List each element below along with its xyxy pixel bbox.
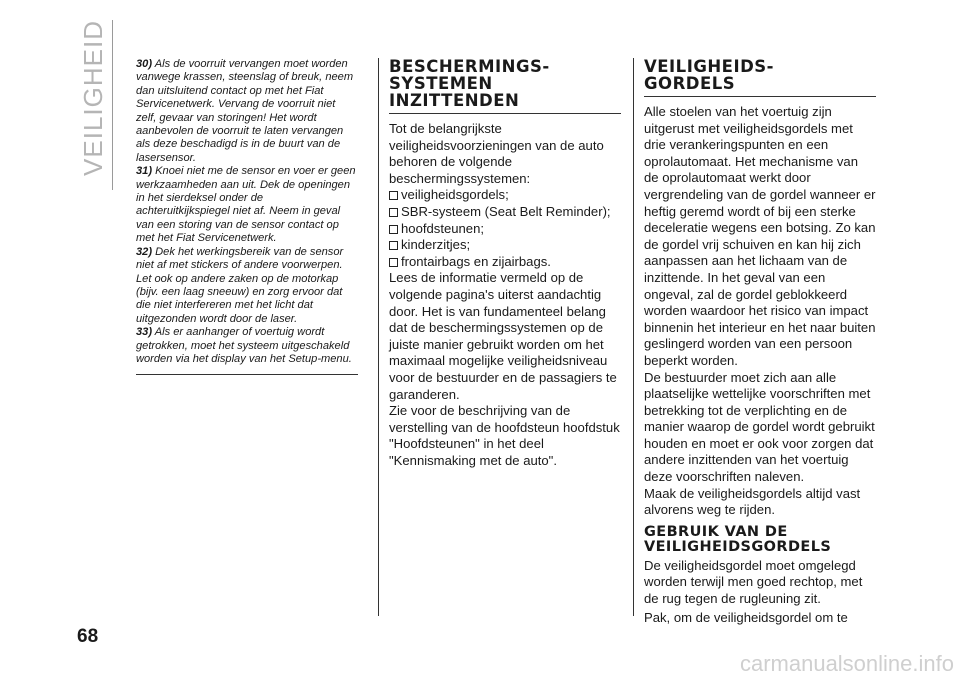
subheading — [644, 525, 876, 556]
heading-line: SYSTEMEN — [389, 74, 493, 93]
checkbox-bullet-icon — [389, 225, 398, 234]
list-item-text: veiligheidsgordels; — [401, 187, 509, 203]
note-31 — [136, 165, 358, 245]
notes-column — [136, 58, 358, 375]
checkbox-bullet-icon — [389, 258, 398, 267]
notes-end-rule — [136, 366, 358, 375]
heading-rule — [644, 96, 876, 97]
body-paragraph: De bestuurder moet zich aan alle plaatselijke wettelijke voorschriften met betrekking tot de verplichting en de manier waarop de gordel wordt gebruikt houden en moet er ook voor zorgen dat andere inzittenden van het voertuig deze voorschriften naleven. — [644, 369, 875, 485]
body-paragraph: De veiligheidsgordel moet omgelegd worden terwijl men goed rechtop, met de rug tegen de rugleuning zit. — [644, 557, 863, 607]
list-item — [389, 204, 621, 221]
heading-line: VEILIGHEIDS- — [644, 57, 775, 76]
note-number: 30) — [136, 58, 153, 70]
list-item — [389, 254, 621, 271]
section-tab — [78, 20, 108, 190]
list-item-text: frontairbags en zijairbags. — [401, 253, 551, 269]
checkbox-bullet-icon — [389, 208, 398, 217]
heading-line: GORDELS — [644, 74, 736, 93]
list-item — [389, 221, 621, 238]
note-number: 31) — [136, 165, 153, 178]
list-item-text: SBR-systeem (Seat Belt Reminder); — [401, 203, 611, 219]
note-text: Als de voorruit vervangen moet worden vanwege krassen, steenslag of breuk, neem dan uitsluitend contact op met het Fiat Servicenetwerk. Vervang de voorruit niet zelf, gevaar van storingen! Het wordt aanbevolen de voorruit te laten vervangen als deze beschadigd is in de buurt van de lasersensor. — [136, 58, 354, 164]
body-paragraph: Alle stoelen van het voertuig zijn uitgerust met veiligheidsgordels met drie verankeringspunten en een oprolautomaat. Het mechanisme van de oprolautomaat werkt door vergrendeling van de gordel wanneer er heftig geremd wordt of bij een sterke deceleratie wegens een botsing. Zo kan de gordel vrij schuiven en kan hij zich aanpassen aan het lichaam van de inzittende. In het geval van een ongeval, zal de gordel geblokkeerd worden waardoor het risico van impact binnenin het interieur en het naar buiten geslingerd worden van een persoon beperkt worden. — [644, 104, 876, 368]
note-32 — [136, 246, 358, 326]
note-text: Dek het werkingsbereik van de sensor niet af met stickers of andere voorwerpen. Let ook op andere zaken op de motorkap (bijv. een laag sneeuw) en zorg ervoor dat die niet interfereren met het licht dat uitgezonden wordt door de laser. — [136, 245, 344, 325]
list-item-text: hoofdsteunen; — [401, 220, 484, 236]
list-item — [389, 237, 621, 254]
body-paragraph: Lees de informatie vermeld op de volgende pagina's uiterst aandachtig door. Het is van fundamenteel belang dat de beschermingssystemen op de juiste manier gebruikt worden om het maximaal mogelijke veiligheidsniveau voor de bestuurder en de passagiers te garanderen. — [389, 270, 617, 402]
checkbox-bullet-icon — [389, 241, 398, 250]
list-item-text: kinderzitjes; — [401, 237, 471, 253]
note-30 — [136, 58, 358, 165]
column-divider — [378, 58, 379, 616]
heading-line: INZITTENDEN — [389, 91, 520, 110]
body-paragraph: Pak, om de veiligheidsgordel om te — [644, 609, 848, 625]
checkbox-bullet-icon — [389, 191, 398, 200]
body-paragraph: Maak de veiligheidsgordels altijd vast alvorens weg te rijden. — [644, 485, 861, 518]
section-tab-label: VEILIGHEID — [78, 20, 108, 176]
note-number: 32) — [136, 245, 153, 258]
section-divider — [112, 20, 113, 190]
intro-paragraph: Tot de belangrijkste veiligheidsvoorzieningen van de auto behoren de volgende beschermingssystemen: — [389, 121, 604, 186]
seat-belts-column — [644, 58, 876, 626]
subheading-line: GEBRUIK VAN DE — [644, 523, 788, 540]
column-divider — [633, 58, 634, 616]
heading-rule — [389, 113, 621, 114]
protection-systems-column — [389, 58, 621, 469]
footer-watermark: carmanualsonline.info — [739, 651, 954, 676]
note-number: 33) — [136, 326, 153, 339]
page-number: 68 — [77, 626, 99, 647]
note-text: Als er aanhanger of voertuig wordt getrokken, moet het systeem uitgeschakeld worden via het display van het Setup-menu. — [136, 326, 352, 365]
subheading-line: VEILIGHEIDSGORDELS — [644, 539, 832, 556]
list-item — [389, 187, 621, 204]
note-text: Knoei niet me de sensor en voer er geen werkzaamheden aan uit. Dek de openingen in het sierdeksel onder de achteruitkijkspiegel niet af. Neem in geval van een storing van de sensor contact op met het Fiat Servicenetwerk. — [136, 165, 356, 245]
body-paragraph: Zie voor de beschrijving van de verstelling van de hoofdsteun hoofdstuk "Hoofdsteunen" in het deel "Kennismaking met de auto". — [389, 403, 620, 468]
note-33 — [136, 326, 358, 366]
heading-line: BESCHERMINGS- — [389, 57, 550, 76]
